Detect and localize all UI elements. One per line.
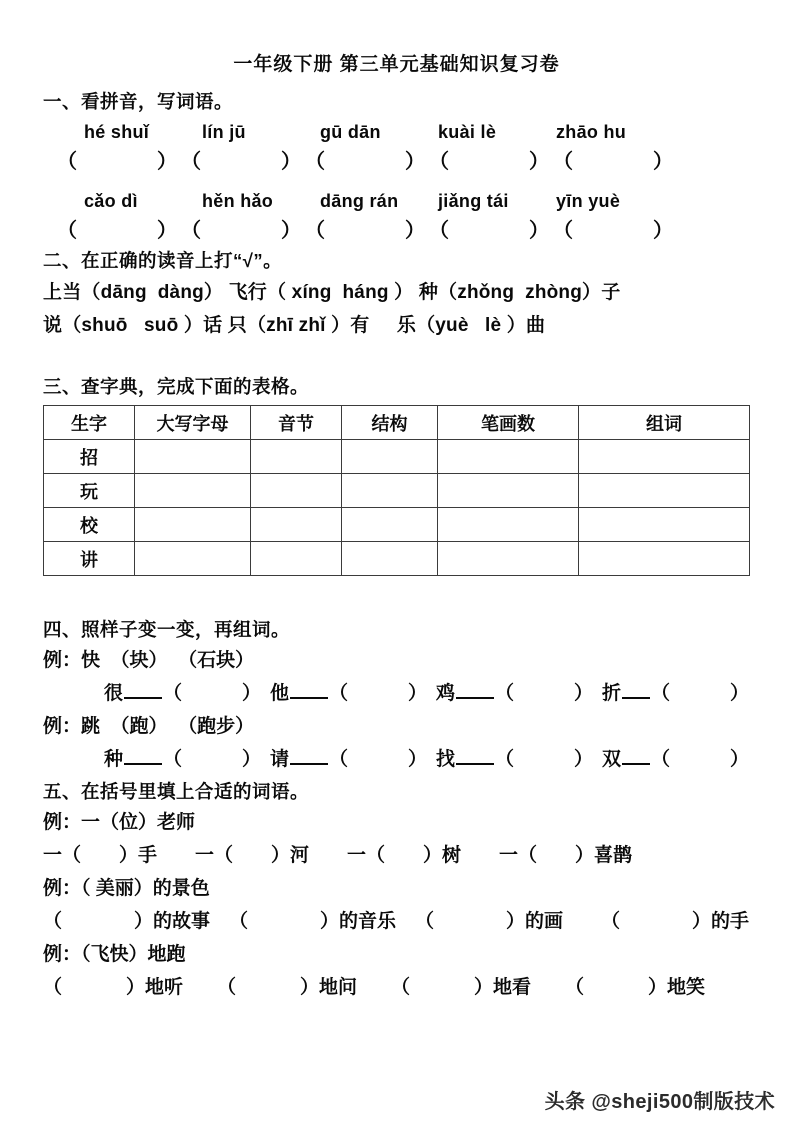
paren-open: （ — [553, 220, 573, 242]
paren-close: ） — [408, 683, 428, 704]
pinyin-word: cǎo dì — [84, 191, 138, 211]
table-cell-empty[interactable] — [135, 542, 251, 576]
paren-open: （ — [181, 151, 201, 173]
paren-close: ） — [529, 220, 549, 242]
section-4-example-1: 例：快 （块） （石块） — [43, 650, 255, 671]
table-cell-empty[interactable] — [579, 440, 750, 474]
write-line[interactable] — [622, 697, 650, 699]
paren-open: （ — [553, 151, 573, 173]
table-cell-empty[interactable] — [342, 508, 438, 542]
write-line[interactable] — [456, 697, 494, 699]
column-header-syllable: 音节 — [251, 406, 342, 440]
table-cell-empty[interactable] — [135, 440, 251, 474]
adverb-blank[interactable] — [565, 971, 739, 1005]
paren-open: （ — [163, 683, 183, 704]
answer-blank[interactable] — [305, 147, 429, 177]
column-header-stroke-count: 笔画数 — [438, 406, 579, 440]
answer-blank[interactable] — [181, 216, 305, 246]
write-line[interactable] — [622, 763, 650, 765]
answer-blank[interactable] — [553, 147, 677, 177]
blank-prefix: （ — [601, 911, 621, 932]
pinyin-word: kuài lè — [438, 122, 497, 142]
table-row — [44, 542, 750, 576]
section-5-example-1: 例：一（位）老师 — [43, 812, 196, 833]
answer-blank[interactable] — [553, 216, 677, 246]
blank-prefix: （ — [229, 911, 249, 932]
blank-prefix: （ — [415, 911, 435, 932]
adverb-blank[interactable] — [43, 971, 217, 1005]
paren-open: （ — [57, 220, 77, 242]
table-cell-empty[interactable] — [251, 474, 342, 508]
table-cell-empty[interactable] — [438, 440, 579, 474]
word-blank[interactable] — [602, 677, 768, 711]
table-cell-empty[interactable] — [579, 542, 750, 576]
column-header-character: 生字 — [44, 406, 135, 440]
paren-open: （ — [329, 683, 349, 704]
table-cell-empty[interactable] — [438, 474, 579, 508]
paren-open: （ — [495, 683, 515, 704]
pinyin-word: zhāo hu — [556, 122, 627, 142]
blank-prefix: 一（ — [347, 845, 386, 866]
blank-suffix: ）手 — [119, 845, 158, 866]
paren-open: （ — [305, 151, 325, 173]
section-5-row-3 — [0, 971, 793, 1005]
paren-open: （ — [163, 749, 183, 770]
word-blank[interactable] — [436, 677, 602, 711]
section-4-heading: 四、照样子变一变，再组词。 — [43, 619, 291, 640]
section-5-example-2: 例：（ 美丽）的景色 — [43, 878, 210, 899]
blank-suffix: ）地听 — [126, 977, 184, 998]
write-line[interactable] — [290, 763, 328, 765]
section-2-line-1[interactable]: 上当（dāng dàng） 飞行（ xíng háng ） 种（zhǒng zhòng）子 — [43, 282, 621, 303]
table-header-row — [44, 406, 750, 440]
row-character: 讲 — [44, 542, 135, 576]
blank-suffix: ）河 — [271, 845, 310, 866]
adverb-blank[interactable] — [391, 971, 565, 1005]
paren-close: ） — [242, 749, 262, 770]
blank-suffix: ）的音乐 — [320, 911, 397, 932]
table-cell-empty[interactable] — [438, 508, 579, 542]
write-line[interactable] — [124, 697, 162, 699]
blank-prefix: 一（ — [43, 845, 82, 866]
column-header-capital-letter: 大写字母 — [135, 406, 251, 440]
blank-suffix: ）的故事 — [134, 911, 211, 932]
table-cell-empty[interactable] — [342, 474, 438, 508]
write-line[interactable] — [290, 697, 328, 699]
write-line[interactable] — [456, 763, 494, 765]
blank-suffix: ）的手 — [692, 911, 750, 932]
adjective-blank[interactable] — [601, 905, 787, 939]
column-header-structure: 结构 — [342, 406, 438, 440]
measure-word-blank[interactable] — [499, 839, 651, 873]
pinyin-word: yīn yuè — [556, 191, 621, 211]
pinyin-word: gū dān — [320, 122, 381, 142]
word-blank[interactable] — [270, 677, 436, 711]
answer-blank[interactable] — [57, 147, 181, 177]
paren-close: ） — [529, 151, 549, 173]
blank-suffix: ）树 — [423, 845, 462, 866]
table-cell-empty[interactable] — [438, 542, 579, 576]
paren-close: ） — [574, 683, 594, 704]
paren-open: （ — [651, 749, 671, 770]
blank-suffix: ）地问 — [300, 977, 358, 998]
table-cell-empty[interactable] — [251, 508, 342, 542]
table-row — [44, 474, 750, 508]
section-4-example-2: 例：跳 （跑） （跑步） — [43, 716, 255, 737]
table-cell-empty[interactable] — [342, 440, 438, 474]
blank-prefix: （ — [391, 977, 411, 998]
column-header-word-formation: 组词 — [579, 406, 750, 440]
paren-close: ） — [157, 220, 177, 242]
row-character: 校 — [44, 508, 135, 542]
blank-prefix: 一（ — [195, 845, 234, 866]
paren-open: （ — [429, 220, 449, 242]
adverb-blank[interactable] — [217, 971, 391, 1005]
blank-suffix: ）的画 — [506, 911, 564, 932]
blank-prefix: （ — [565, 977, 585, 998]
section-1-heading: 一、看拼音，写词语。 — [43, 91, 234, 112]
row-character: 玩 — [44, 474, 135, 508]
paren-open: （ — [181, 220, 201, 242]
section-4-blank-row-2 — [0, 743, 793, 777]
dictionary-table — [43, 405, 750, 576]
paren-close: ） — [408, 749, 428, 770]
pinyin-word: hé shuǐ — [84, 122, 150, 142]
paren-close: ） — [730, 749, 750, 770]
table-cell-empty[interactable] — [579, 508, 750, 542]
paren-close: ） — [157, 151, 177, 173]
section-4-blank-row-1 — [0, 677, 793, 711]
paren-close: ） — [405, 220, 425, 242]
blank-prefix: （ — [43, 911, 63, 932]
watermark: 头条 @sheji500制版技术 — [544, 1091, 775, 1113]
paren-open: （ — [651, 683, 671, 704]
paren-close: ） — [405, 151, 425, 173]
table-cell-empty[interactable] — [342, 542, 438, 576]
paren-open: （ — [429, 151, 449, 173]
table-row — [44, 440, 750, 474]
measure-word-blank[interactable] — [43, 839, 195, 873]
paren-close: ） — [653, 220, 673, 242]
prompt-char: 请 — [270, 749, 290, 770]
table-cell-empty[interactable] — [251, 542, 342, 576]
blank-prefix: 一（ — [499, 845, 538, 866]
prompt-char: 双 — [602, 749, 622, 770]
section-5-heading: 五、在括号里填上合适的词语。 — [43, 781, 310, 802]
paren-open: （ — [305, 220, 325, 242]
blank-suffix: ）喜鹊 — [575, 845, 633, 866]
section-2-heading: 二、在正确的读音上打“√”。 — [43, 250, 283, 271]
answer-blank[interactable] — [57, 216, 181, 246]
pinyin-word: lín jū — [202, 122, 246, 142]
paren-close: ） — [574, 749, 594, 770]
section-5-example-3: 例：（飞快）地跑 — [43, 944, 186, 965]
word-blank[interactable] — [602, 743, 768, 777]
measure-word-blank[interactable] — [347, 839, 499, 873]
answer-blank[interactable] — [181, 147, 305, 177]
pinyin-row-2 — [0, 186, 793, 216]
paren-open: （ — [329, 749, 349, 770]
blank-prefix: （ — [43, 977, 63, 998]
word-blank[interactable] — [104, 743, 270, 777]
table-row — [44, 508, 750, 542]
word-blank[interactable] — [104, 677, 270, 711]
pinyin-word: hěn hǎo — [202, 191, 274, 211]
adjective-blank[interactable] — [229, 905, 415, 939]
table-cell-empty[interactable] — [251, 440, 342, 474]
word-blank[interactable] — [270, 743, 436, 777]
pinyin-word: dāng rán — [320, 191, 399, 211]
measure-word-blank[interactable] — [195, 839, 347, 873]
answer-blank[interactable] — [429, 216, 553, 246]
page-title: 一年级下册 第三单元基础知识复习卷 — [233, 54, 560, 75]
section-5-row-1 — [0, 839, 793, 873]
paren-open: （ — [495, 749, 515, 770]
answer-blank-row-2 — [0, 216, 793, 246]
paren-close: ） — [730, 683, 750, 704]
paren-close: ） — [281, 220, 301, 242]
prompt-char: 找 — [436, 749, 456, 770]
adjective-blank[interactable] — [415, 905, 601, 939]
blank-prefix: （ — [217, 977, 237, 998]
prompt-char: 鸡 — [436, 683, 456, 704]
pinyin-row-1 — [0, 117, 793, 147]
table-cell-empty[interactable] — [135, 474, 251, 508]
row-character: 招 — [44, 440, 135, 474]
pinyin-word: jiǎng tái — [438, 191, 509, 211]
paren-open: （ — [57, 151, 77, 173]
paren-close: ） — [242, 683, 262, 704]
prompt-char: 他 — [270, 683, 290, 704]
prompt-char: 种 — [104, 749, 124, 770]
paren-close: ） — [653, 151, 673, 173]
dictionary-table-wrap — [0, 402, 793, 576]
blank-suffix: ）地笑 — [648, 977, 706, 998]
prompt-char: 很 — [104, 683, 124, 704]
table-cell-empty[interactable] — [135, 508, 251, 542]
answer-blank-row-1 — [0, 147, 793, 177]
section-2-line-2[interactable]: 说（shuō suō ）话 只（zhī zhǐ ）有 乐（yuè lè ）曲 — [43, 315, 546, 336]
section-3-heading: 三、查字典，完成下面的表格。 — [43, 376, 310, 397]
table-cell-empty[interactable] — [579, 474, 750, 508]
adjective-blank[interactable] — [43, 905, 229, 939]
answer-blank[interactable] — [305, 216, 429, 246]
answer-blank[interactable] — [429, 147, 553, 177]
word-blank[interactable] — [436, 743, 602, 777]
write-line[interactable] — [124, 763, 162, 765]
paren-close: ） — [281, 151, 301, 173]
section-5-row-2 — [0, 905, 793, 939]
blank-suffix: ）地看 — [474, 977, 532, 998]
prompt-char: 折 — [602, 683, 622, 704]
